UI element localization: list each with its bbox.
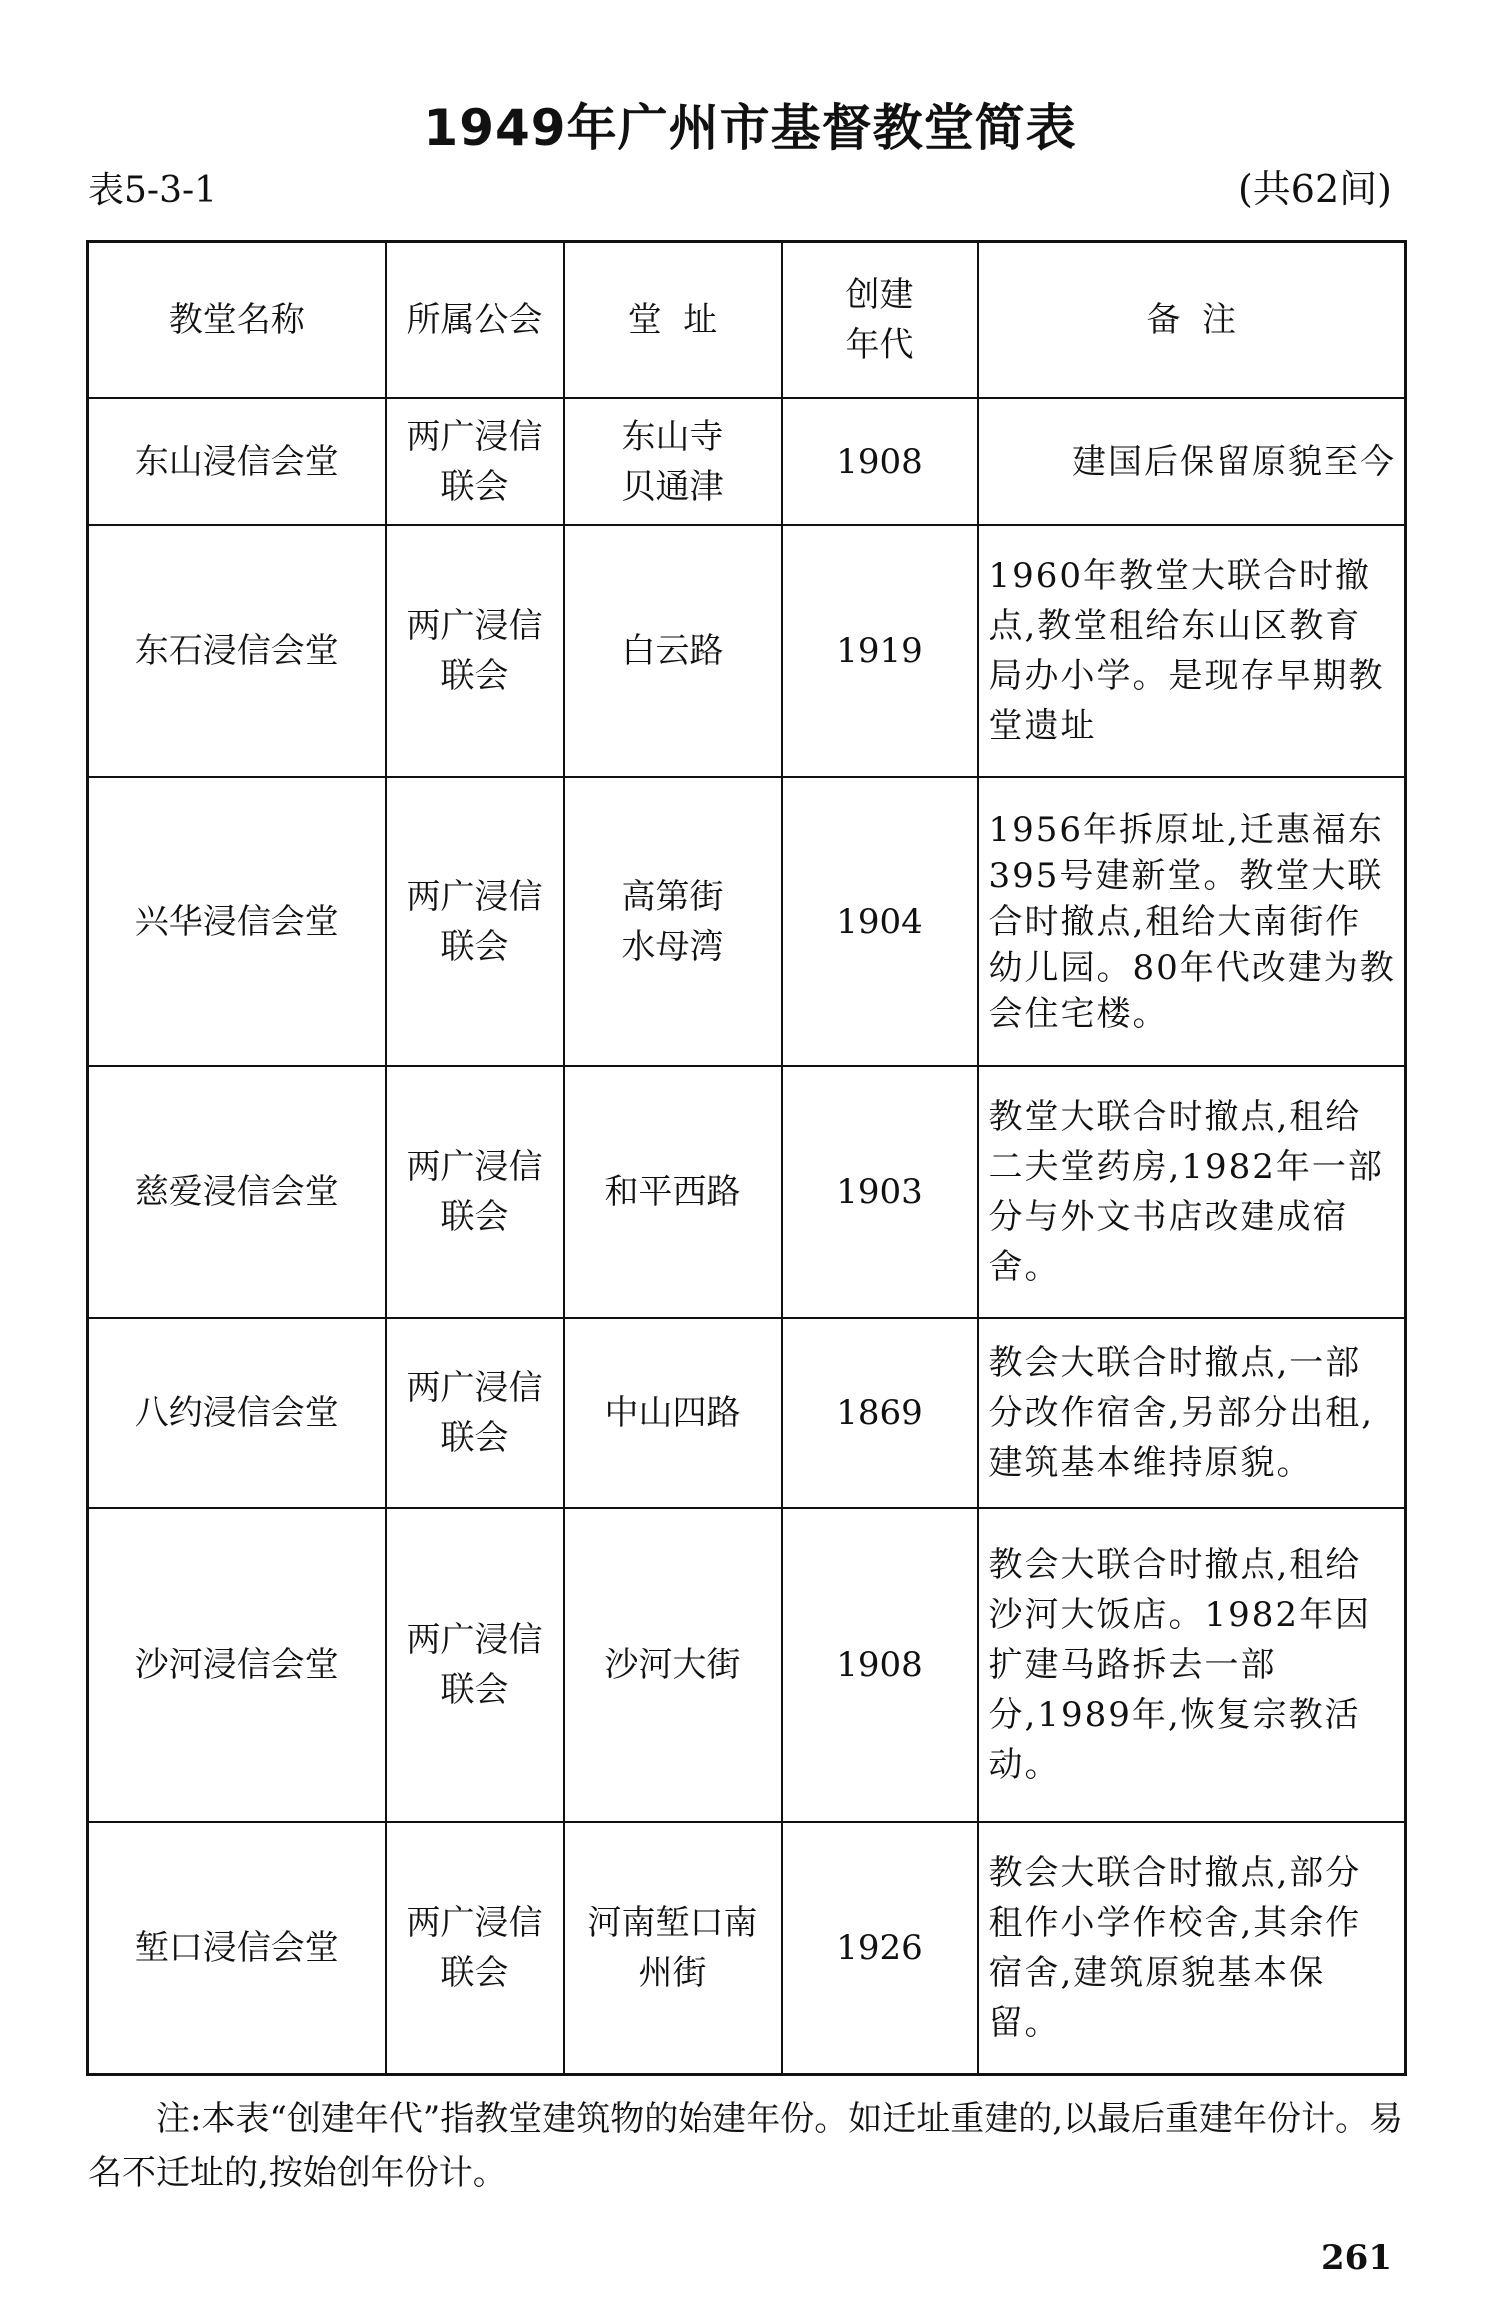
church-name: 沙河浸信会堂 <box>88 1508 386 1822</box>
church-remarks: 教会大联合时撤点,部分租作小学作校舍,其余作宿舍,建筑原貌基本保留。 <box>978 1822 1406 2075</box>
header-founded: 创建年代 <box>782 242 978 399</box>
table-row <box>88 1508 1406 1822</box>
church-association: 两广浸信联会 <box>386 525 564 777</box>
table-row <box>88 398 1406 525</box>
church-address: 和平西路 <box>564 1066 782 1318</box>
table-row <box>88 1822 1406 2075</box>
church-address: 沙河大街 <box>564 1508 782 1822</box>
church-address: 白云路 <box>564 525 782 777</box>
church-founded: 1869 <box>782 1318 978 1508</box>
page-number: 261 <box>1321 2238 1392 2278</box>
table-row <box>88 777 1406 1066</box>
table-row <box>88 525 1406 777</box>
church-association: 两广浸信联会 <box>386 1822 564 2075</box>
table-row <box>88 1066 1406 1318</box>
church-founded: 1908 <box>782 398 978 525</box>
header-name: 教堂名称 <box>88 242 386 399</box>
church-name: 东山浸信会堂 <box>88 398 386 525</box>
church-founded: 1904 <box>782 777 978 1066</box>
church-address: 东山寺贝通津 <box>564 398 782 525</box>
church-address: 河南堑口南州街 <box>564 1822 782 2075</box>
church-table <box>86 240 1407 2076</box>
church-remarks: 建国后保留原貌至今 <box>978 398 1406 525</box>
header-remarks: 备 注 <box>978 242 1406 399</box>
header-address: 堂 址 <box>564 242 782 399</box>
table-row <box>88 1318 1406 1508</box>
church-association: 两广浸信联会 <box>386 398 564 525</box>
church-name: 兴华浸信会堂 <box>88 777 386 1066</box>
church-name: 八约浸信会堂 <box>88 1318 386 1508</box>
church-remarks: 教会大联合时撤点,一部分改作宿舍,另部分出租,建筑基本维持原貌。 <box>978 1318 1406 1508</box>
header-row <box>88 242 1406 399</box>
church-remarks: 教堂大联合时撤点,租给二夫堂药房,1982年一部分与外文书店改建成宿舍。 <box>978 1066 1406 1318</box>
page-title: 1949年广州市基督教堂简表 <box>423 99 1077 157</box>
church-founded: 1919 <box>782 525 978 777</box>
church-association: 两广浸信联会 <box>386 1066 564 1318</box>
church-founded: 1908 <box>782 1508 978 1822</box>
church-name: 堑口浸信会堂 <box>88 1822 386 2075</box>
church-association: 两广浸信联会 <box>386 777 564 1066</box>
church-association: 两广浸信联会 <box>386 1508 564 1822</box>
church-name: 东石浸信会堂 <box>88 525 386 777</box>
table-label: 表5-3-1 <box>88 170 218 211</box>
church-name: 慈爱浸信会堂 <box>88 1066 386 1318</box>
total-count: (共62间) <box>1237 167 1392 211</box>
church-remarks: 1960年教堂大联合时撤点,教堂租给东山区教育局办小学。是现存早期教堂遗址 <box>978 525 1406 777</box>
header-association: 所属公会 <box>386 242 564 399</box>
table-footnote: 注:本表“创建年代”指教堂建筑物的始建年份。如迁址重建的,以最后重建年份计。易名不迁址的,按始创年份计。 <box>88 2099 1404 2193</box>
church-founded: 1926 <box>782 1822 978 2075</box>
church-association: 两广浸信联会 <box>386 1318 564 1508</box>
church-address: 高第街水母湾 <box>564 777 782 1066</box>
church-address: 中山四路 <box>564 1318 782 1508</box>
church-remarks: 1956年拆原址,迁惠福东395号建新堂。教堂大联合时撤点,租给大南街作幼儿园。80年代改建为教会住宅楼。 <box>978 777 1406 1066</box>
church-remarks: 教会大联合时撤点,租给沙河大饭店。1982年因扩建马路拆去一部分,1989年,恢复宗教活动。 <box>978 1508 1406 1822</box>
church-founded: 1903 <box>782 1066 978 1318</box>
